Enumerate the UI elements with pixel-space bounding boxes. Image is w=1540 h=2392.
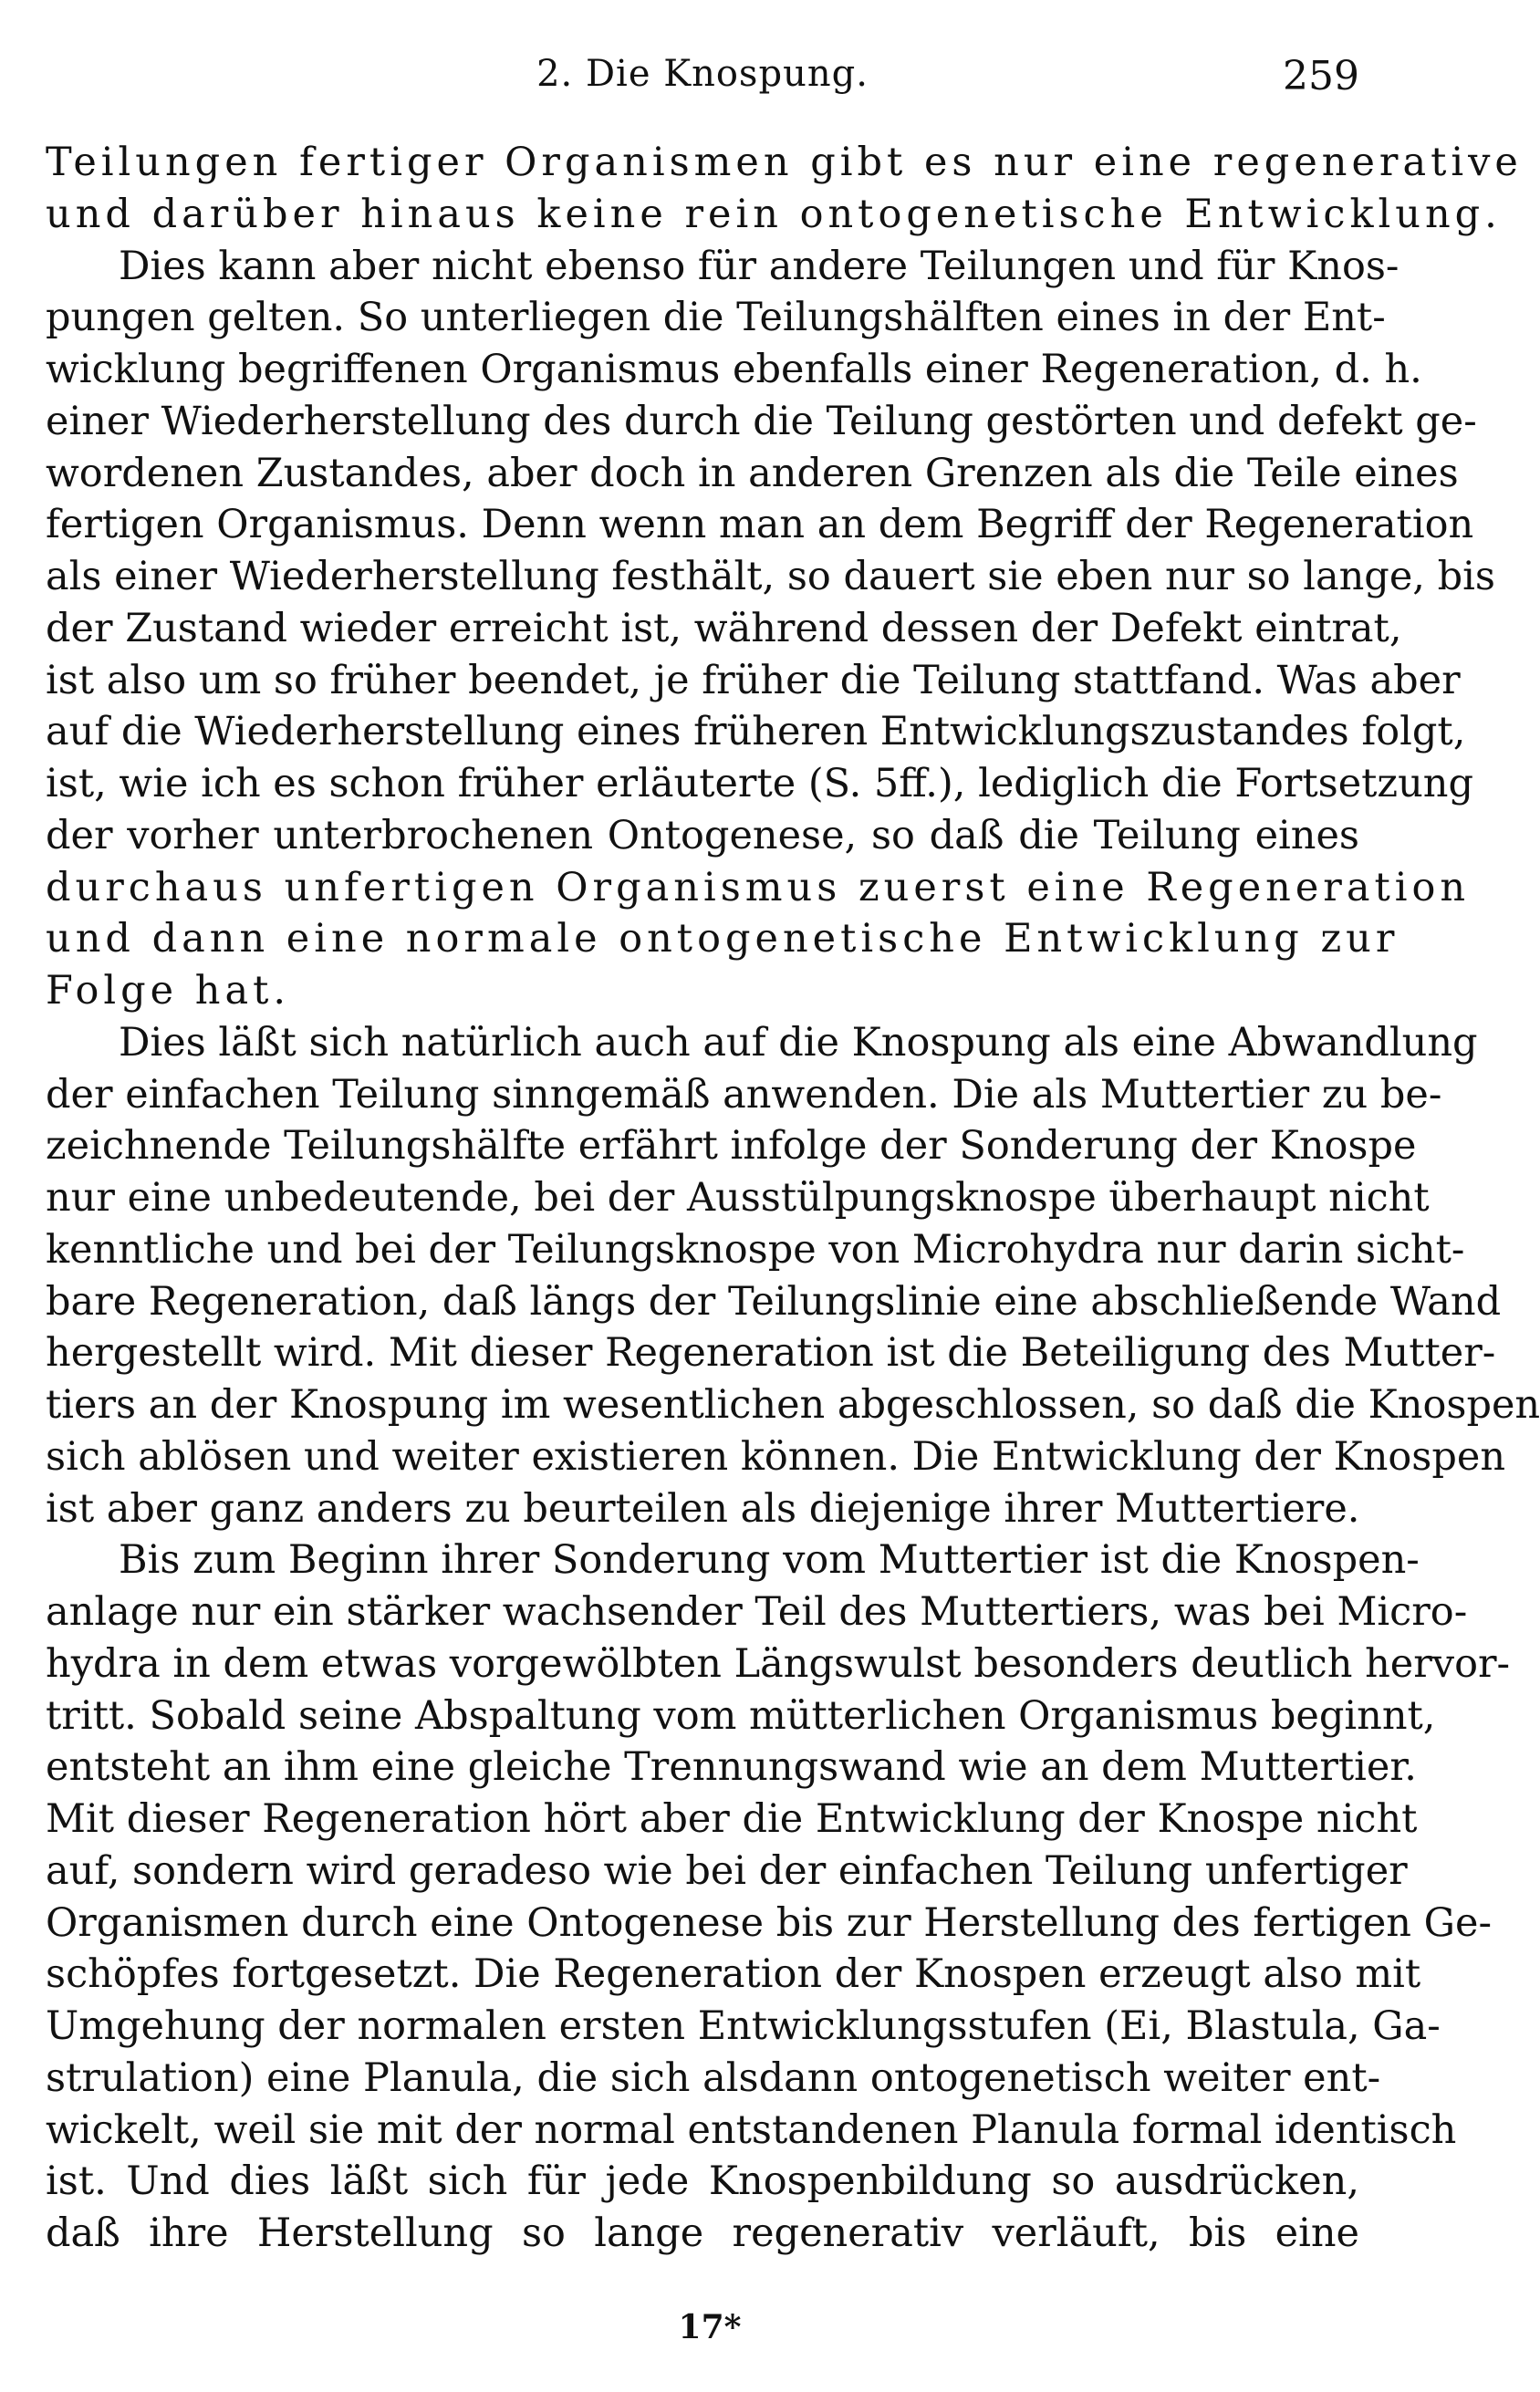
text-line: tiers an der Knospung im wesentlichen abgeschlossen, so daß die Knospen xyxy=(46,1382,1540,1428)
text-line: ist, wie ich es schon früher erläuterte (S. 5ff.), lediglich die Fortsetzung xyxy=(46,761,1473,806)
text-line: Teilungen fertiger Organismen gibt es nur eine regenerative xyxy=(46,140,1523,185)
text-line: hergestellt wird. Mit dieser Regeneration ist die Beteiligung des Mutter- xyxy=(46,1330,1496,1377)
text-line: als einer Wiederherstellung festhält, so dauert sie eben nur so lange, bis xyxy=(46,554,1495,599)
text-line: wordenen Zustandes, aber doch in anderen Grenzen als die Teile eines xyxy=(46,450,1459,496)
text-line: pungen gelten. So unterliegen die Teilungshälften eines in der Ent- xyxy=(46,295,1386,341)
text-line: fertigen Organismus. Denn wenn man an dem Begriff der Regeneration xyxy=(46,502,1474,548)
text-line: durchaus unfertigen Organismus zuerst eine Regeneration xyxy=(46,864,1471,910)
text-line: und dann eine normale ontogenetische Entwicklung zur xyxy=(46,916,1400,962)
text-line: einer Wiederherstellung des durch die Teilung gestörten und defekt ge- xyxy=(46,398,1477,444)
text-line: strulation) eine Planula, die sich alsdann ontogenetisch weiter ent- xyxy=(46,2054,1381,2101)
text-line: sich ablösen und weiter existieren können. Die Entwicklung der Knospen xyxy=(46,1433,1506,1480)
text-line: der Zustand wieder erreicht ist, während dessen der Defekt eintrat, xyxy=(46,605,1402,651)
text-line: schöpfes fortgesetzt. Die Regeneration der Knospen erzeugt also mit xyxy=(46,1951,1421,1998)
text-line: nur eine unbedeutende, bei der Ausstülpungsknospe überhaupt nicht xyxy=(46,1175,1430,1221)
text-line: Bis zum Beginn ihrer Sonderung vom Muttertier ist die Knospen- xyxy=(119,1537,1420,1584)
text-line: bare Regeneration, daß längs der Teilungslinie eine abschließende Wand xyxy=(46,1278,1502,1325)
text-line: anlage nur ein stärker wachsender Teil des Muttertiers, was bei Micro- xyxy=(46,1589,1468,1635)
text-line: kenntliche und bei der Teilungsknospe von Microhydra nur darin sicht- xyxy=(46,1226,1465,1273)
text-line: Dies läßt sich natürlich auch auf die Knospung als eine Abwandlung xyxy=(119,1019,1478,1066)
text-line: Dies kann aber nicht ebenso für andere Teilungen und für Knos- xyxy=(119,243,1400,289)
body-text xyxy=(46,137,1540,2260)
text-line: hydra in dem etwas vorgewölbten Längswulst besonders deutlich hervor- xyxy=(46,1640,1511,1687)
text-line: Organismen durch eine Ontogenese bis zur Herstellung des fertigen Ge- xyxy=(46,1899,1492,1946)
text-line: auf, sondern wird geradeso wie bei der einfachen Teilung unfertiger xyxy=(46,1847,1408,1894)
text-line: daß ihre Herstellung so lange regenerativ verläuft, bis eine xyxy=(46,2210,1359,2256)
text-line: wicklung begriffenen Organismus ebenfalls einer Regeneration, d. h. xyxy=(46,347,1422,392)
running-head: 2. Die Knospung. xyxy=(536,53,869,95)
text-line: der vorher unterbrochenen Ontogenese, so daß die Teilung eines xyxy=(46,812,1359,858)
text-line: Folge hat. xyxy=(46,968,291,1014)
text-line: ist aber ganz anders zu beurteilen als diejenige ihrer Muttertiere. xyxy=(46,1485,1360,1532)
page-header xyxy=(46,53,1359,108)
text-line: zeichnende Teilungshälfte erfährt infolge der Sonderung der Knospe xyxy=(46,1123,1417,1170)
text-line: und darüber hinaus keine rein ontogenetische Entwicklung. xyxy=(46,191,1502,237)
text-line: Mit dieser Regeneration hört aber die Entwicklung der Knospe nicht xyxy=(46,1796,1418,1842)
text-line: auf die Wiederherstellung eines früheren Entwicklungszustandes folgt, xyxy=(46,709,1466,755)
text-line: tritt. Sobald seine Abspaltung vom mütterlichen Organismus beginnt, xyxy=(46,1692,1436,1739)
text-line: der einfachen Teilung sinngemäß anwenden. Die als Muttertier zu be- xyxy=(46,1071,1442,1118)
text-line: entsteht an ihm eine gleiche Trennungswand wie an dem Muttertier. xyxy=(46,1744,1417,1791)
page-number: 259 xyxy=(1283,53,1359,99)
text-line: Umgehung der normalen ersten Entwicklungsstufen (Ei, Blastula, Ga- xyxy=(46,2003,1441,2049)
signature-mark: 17* xyxy=(678,2308,742,2346)
text-line: ist. Und dies läßt sich für jede Knospenbildung so ausdrücken, xyxy=(46,2158,1359,2205)
text-line: ist also um so früher beendet, je früher die Teilung stattfand. Was aber xyxy=(46,657,1461,703)
text-line: wickelt, weil sie mit der normal entstandenen Planula formal identisch xyxy=(46,2106,1457,2153)
